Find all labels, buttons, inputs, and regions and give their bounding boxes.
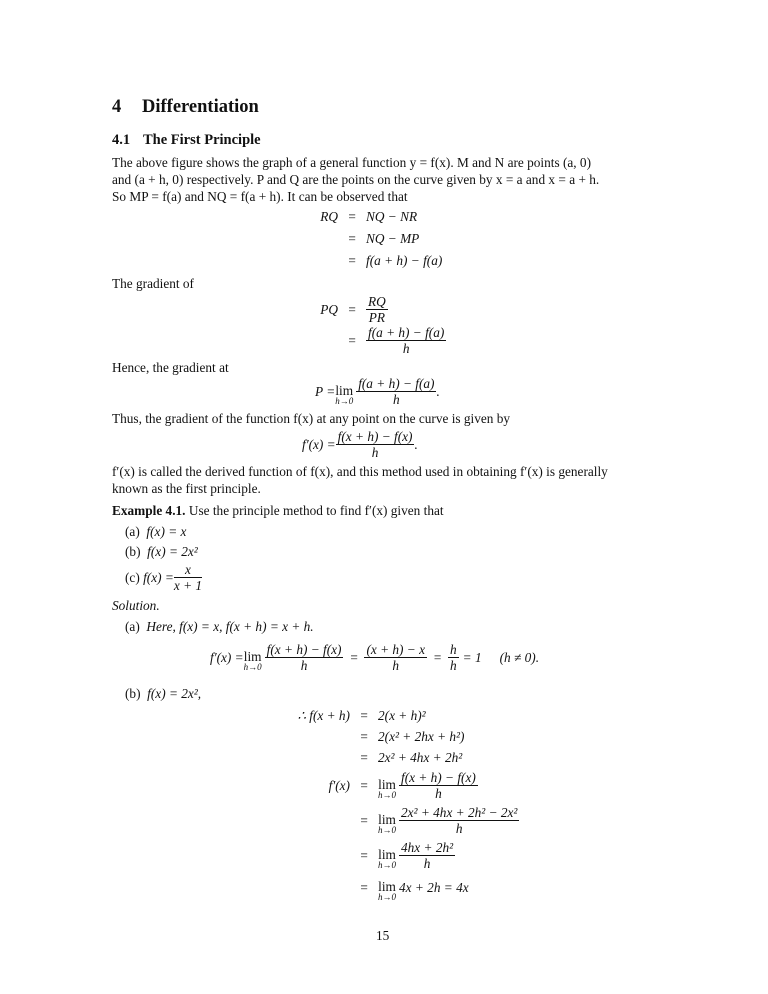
- equation-row: [218, 209, 417, 224]
- eq-rhs: f(a + h) − f(a): [366, 253, 443, 268]
- eq-sign: =: [347, 333, 357, 348]
- eq-rhs: NQ − NR: [366, 209, 418, 224]
- equation-row: = 2x² + 4hx + 2h²: [359, 750, 463, 765]
- eq-sign: =: [347, 231, 357, 246]
- section-number: 4: [112, 97, 122, 117]
- example-heading: Example 4.1. Use the principle method to find f′(x) given that: [112, 503, 444, 518]
- solution-a: (a) Here, f(x) = x, f(x + h) = x + h.: [125, 619, 314, 634]
- fraction: $\frac{x}{x + 1}$: [173, 562, 203, 593]
- equation-p: P = lim h→0 $\frac{f(a + h) - f(a)}{h}$ .: [315, 376, 440, 407]
- fraction: $\frac{f(a + h) - f(a)}{h}$: [358, 376, 435, 407]
- equation-fprime: f′(x) = $\frac{f(x + h) - f(x)}{h}$ .: [302, 429, 418, 460]
- intro-line: The above figure shows the graph of a general function y = f(x). M and N are points (a, 0): [112, 155, 592, 170]
- text-line: The gradient of: [112, 276, 194, 291]
- equation-row: = 2(x² + 2hx + h²): [359, 729, 465, 744]
- equation-row: = lim h→0 $\frac{\text{4hx + 2h²}}{h}$: [359, 840, 454, 871]
- subsection-title: The First Principle: [143, 132, 261, 148]
- text-line: f′(x) is called the derived function of f(x), and this method used in obtaining f′(x) is generally: [112, 464, 608, 479]
- equation-row: = lim h→0 $\frac{\text{2x² + 4hx + 2h² − 2x²}}{h}$: [359, 805, 518, 836]
- equation-row: [218, 231, 419, 246]
- intro-line: and (a + h, 0) respectively. P and Q are the points on the curve given by x = a and x = a + h.: [112, 172, 600, 187]
- equation-row: ∴ f(x + h) = 2(x + h)²: [297, 708, 426, 723]
- eq-sign: =: [347, 302, 357, 317]
- equation-a: f′(x) = lim h→0 $\frac{f(x + h) - f(x)}{h}$ = $\frac{(x + h) - x}{h}$ = $\frac{h}{h}$ = 1 (h ≠ 0).: [210, 642, 540, 673]
- text-line: Hence, the gradient at: [112, 360, 229, 375]
- limit: lim h→0: [335, 383, 354, 406]
- equation-row: [218, 295, 388, 324]
- subsection-number: 4.1: [112, 132, 131, 148]
- example-item: (a) f(x) = x: [125, 524, 187, 539]
- eq-lhs: RQ: [320, 209, 338, 224]
- text-line: known as the first principle.: [112, 481, 261, 496]
- example-item: (c) f(x) = $\frac{x}{x + 1}$: [125, 562, 203, 593]
- eq-sign: =: [347, 253, 357, 268]
- eq-lhs: PQ: [320, 302, 338, 317]
- equation-row: [218, 326, 446, 355]
- eq-rhs: NQ − MP: [366, 231, 420, 246]
- fraction: $\frac{f(x + h) - f(x)}{h}$: [337, 429, 413, 460]
- equation-row: f′(x) = lim h→0 $\frac{f(x + h) - f(x)}{h}$: [328, 770, 476, 801]
- solution-b: (b) f(x) = 2x²,: [125, 686, 202, 701]
- equation-row: [218, 253, 442, 268]
- page-number: 15: [376, 928, 390, 943]
- fraction: $\frac{f(a + h) - f(a)}{h}$: [368, 325, 445, 356]
- example-item: (b) f(x) = 2x²: [125, 544, 198, 559]
- equation-row: = lim h→0 4x + 2h = 4x: [359, 879, 469, 902]
- text-line: Thus, the gradient of the function f(x) at any point on the curve is given by: [112, 411, 511, 426]
- fraction: $\frac{RQ}{PR}$: [368, 294, 386, 325]
- eq-sign: =: [347, 209, 357, 224]
- intro-line: So MP = f(a) and NQ = f(a + h). It can be observed that: [112, 189, 408, 204]
- limit: lim h→0: [243, 649, 262, 672]
- solution-label: Solution.: [112, 598, 160, 613]
- section-title: Differentiation: [142, 97, 259, 117]
